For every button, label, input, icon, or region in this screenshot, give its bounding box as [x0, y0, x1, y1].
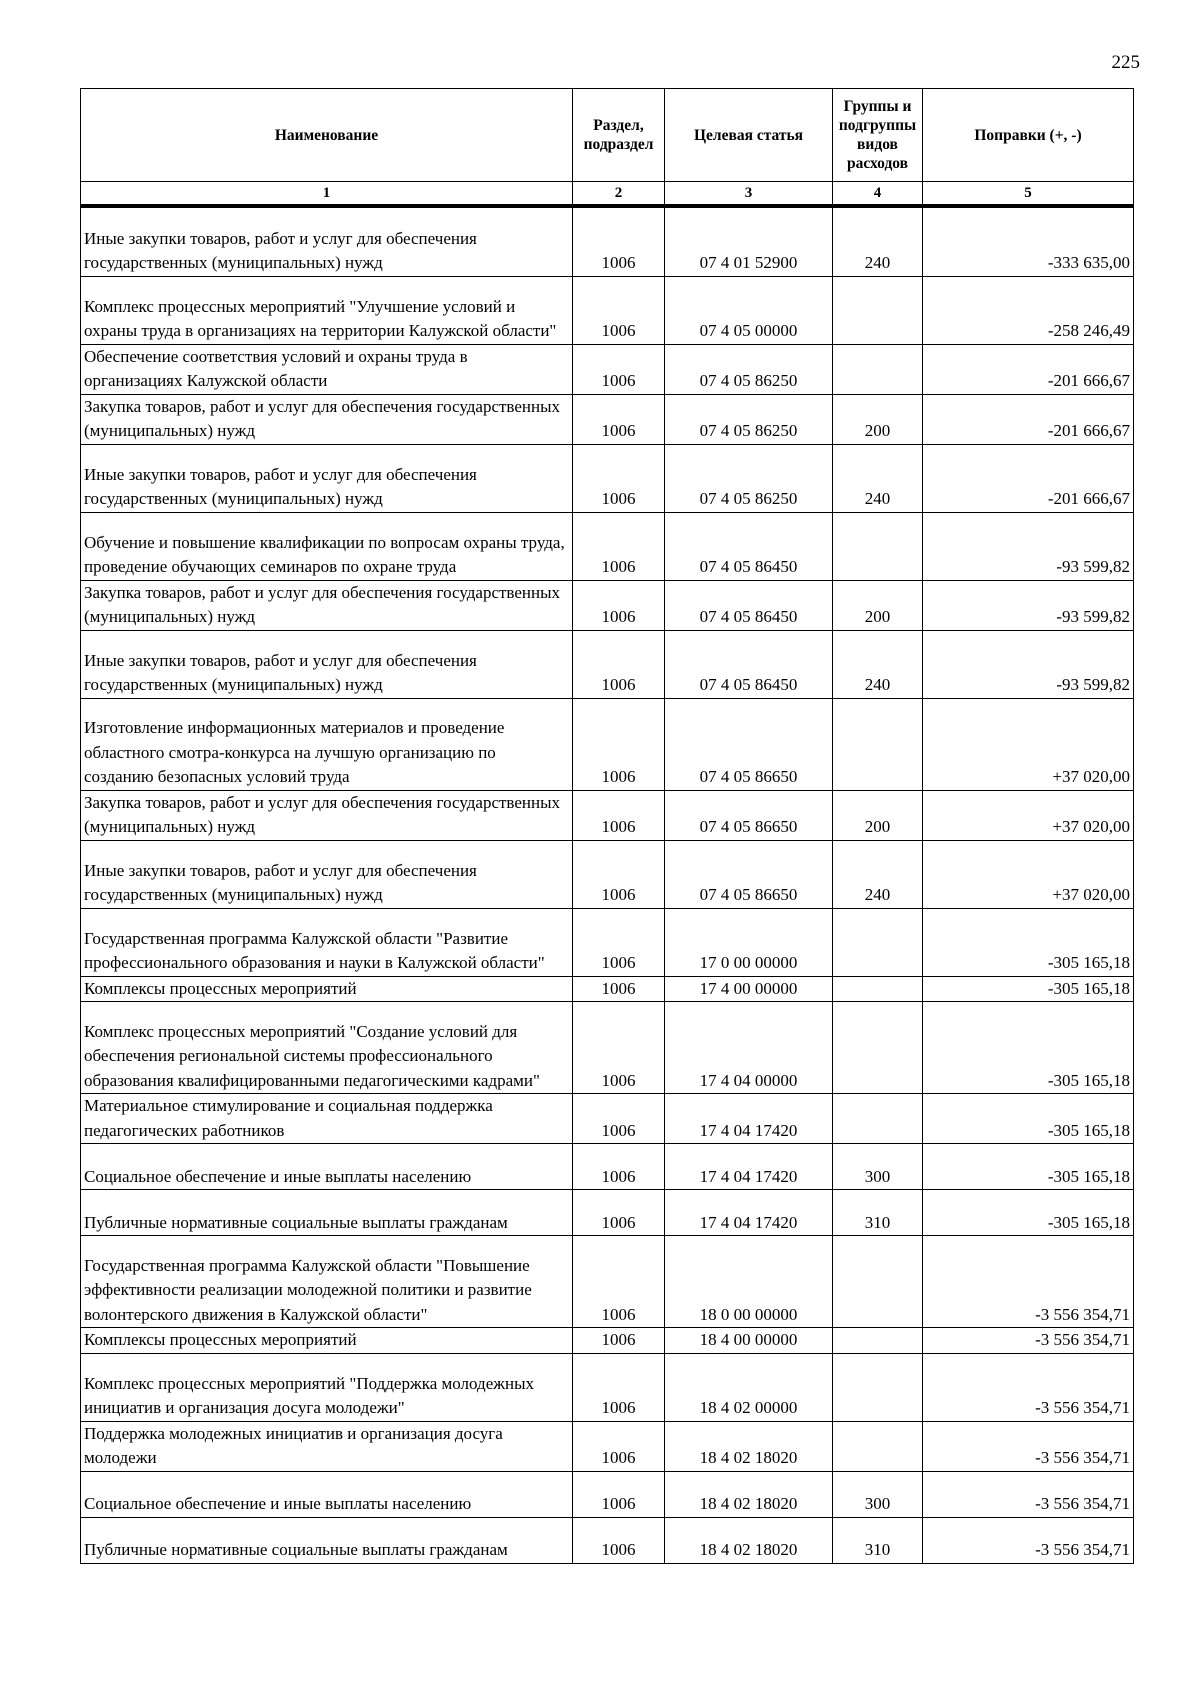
row-target: 07 4 05 86450 — [665, 580, 833, 630]
row-name: Закупка товаров, работ и услуг для обеспечения государственных (муниципальных) нужд — [81, 790, 573, 840]
row-amount: -258 246,49 — [923, 276, 1134, 344]
column-number: 4 — [833, 182, 923, 207]
table-row — [81, 1353, 1134, 1421]
row-amount: -3 556 354,71 — [923, 1236, 1134, 1328]
row-section: 1006 — [573, 444, 665, 512]
page-number: 225 — [1111, 52, 1140, 73]
row-target: 17 4 04 17420 — [665, 1190, 833, 1236]
row-name: Комплексы процессных мероприятий — [81, 1328, 573, 1354]
row-section: 1006 — [573, 1002, 665, 1094]
table-row — [81, 840, 1134, 908]
table-row — [81, 1471, 1134, 1517]
row-name: Государственная программа Калужской области "Повышение эффективности реализации молодежной политики и развитие волонтерского движения в Калужской области" — [81, 1236, 573, 1328]
table-row — [81, 512, 1134, 580]
row-amount: -3 556 354,71 — [923, 1517, 1134, 1563]
row-target: 07 4 05 86650 — [665, 698, 833, 790]
row-section: 1006 — [573, 394, 665, 444]
row-section: 1006 — [573, 276, 665, 344]
row-target: 07 4 05 86650 — [665, 840, 833, 908]
table-row — [81, 1190, 1134, 1236]
row-target: 17 4 00 00000 — [665, 976, 833, 1002]
row-name: Комплекс процессных мероприятий "Улучшение условий и охраны труда в организациях на территории Калужской области" — [81, 276, 573, 344]
row-name: Изготовление информационных материалов и проведение областного смотра-конкурса на лучшую организацию по созданию безопасных условий труда — [81, 698, 573, 790]
header-section: Раздел, подраздел — [573, 89, 665, 182]
row-name: Государственная программа Калужской области "Развитие профессионального образования и науки в Калужской области" — [81, 908, 573, 976]
table-row — [81, 344, 1134, 394]
row-group — [833, 1353, 923, 1421]
row-amount: +37 020,00 — [923, 790, 1134, 840]
row-name: Материальное стимулирование и социальная поддержка педагогических работников — [81, 1094, 573, 1144]
row-group — [833, 1094, 923, 1144]
table-row — [81, 276, 1134, 344]
table-row — [81, 976, 1134, 1002]
row-target: 07 4 05 86450 — [665, 512, 833, 580]
row-amount: -305 165,18 — [923, 1094, 1134, 1144]
row-section: 1006 — [573, 630, 665, 698]
row-amount: -201 666,67 — [923, 394, 1134, 444]
row-section: 1006 — [573, 580, 665, 630]
table-body — [81, 206, 1134, 1563]
table-row — [81, 206, 1134, 276]
row-group: 240 — [833, 444, 923, 512]
row-name: Публичные нормативные социальные выплаты гражданам — [81, 1190, 573, 1236]
row-section: 1006 — [573, 908, 665, 976]
row-name: Закупка товаров, работ и услуг для обеспечения государственных (муниципальных) нужд — [81, 394, 573, 444]
row-target: 17 0 00 00000 — [665, 908, 833, 976]
row-target: 07 4 05 86250 — [665, 344, 833, 394]
table-row — [81, 1002, 1134, 1094]
row-section: 1006 — [573, 512, 665, 580]
row-group: 240 — [833, 840, 923, 908]
table-row — [81, 394, 1134, 444]
row-target: 18 4 02 18020 — [665, 1421, 833, 1471]
row-amount: -305 165,18 — [923, 1144, 1134, 1190]
row-name: Иные закупки товаров, работ и услуг для обеспечения государственных (муниципальных) нужд — [81, 444, 573, 512]
row-group — [833, 1002, 923, 1094]
header-target: Целевая статья — [665, 89, 833, 182]
row-group: 300 — [833, 1144, 923, 1190]
header-amount: Поправки (+, -) — [923, 89, 1134, 182]
row-name: Комплекс процессных мероприятий "Поддержка молодежных инициатив и организация досуга молодежи" — [81, 1353, 573, 1421]
row-section: 1006 — [573, 840, 665, 908]
row-group — [833, 344, 923, 394]
table-row — [81, 630, 1134, 698]
row-section: 1006 — [573, 790, 665, 840]
table-row — [81, 908, 1134, 976]
row-section: 1006 — [573, 344, 665, 394]
row-name: Иные закупки товаров, работ и услуг для обеспечения государственных (муниципальных) нужд — [81, 840, 573, 908]
row-amount: +37 020,00 — [923, 840, 1134, 908]
table-row — [81, 790, 1134, 840]
row-amount: -305 165,18 — [923, 976, 1134, 1002]
row-group — [833, 1328, 923, 1354]
table-row — [81, 1236, 1134, 1328]
row-amount: -3 556 354,71 — [923, 1328, 1134, 1354]
row-group: 200 — [833, 790, 923, 840]
row-group — [833, 908, 923, 976]
column-number: 3 — [665, 182, 833, 207]
row-group — [833, 512, 923, 580]
row-group: 300 — [833, 1471, 923, 1517]
row-section: 1006 — [573, 1094, 665, 1144]
row-group — [833, 1236, 923, 1328]
row-amount: -93 599,82 — [923, 630, 1134, 698]
row-section: 1006 — [573, 1353, 665, 1421]
row-group: 200 — [833, 394, 923, 444]
row-section: 1006 — [573, 1236, 665, 1328]
row-target: 07 4 05 86450 — [665, 630, 833, 698]
row-name: Социальное обеспечение и иные выплаты населению — [81, 1471, 573, 1517]
table-row — [81, 580, 1134, 630]
row-target: 18 0 00 00000 — [665, 1236, 833, 1328]
table-row — [81, 1328, 1134, 1354]
row-section: 1006 — [573, 1144, 665, 1190]
row-section: 1006 — [573, 206, 665, 276]
row-amount: -305 165,18 — [923, 1002, 1134, 1094]
row-group — [833, 1421, 923, 1471]
row-target: 07 4 05 00000 — [665, 276, 833, 344]
table-row — [81, 1517, 1134, 1563]
row-name: Иные закупки товаров, работ и услуг для обеспечения государственных (муниципальных) нужд — [81, 206, 573, 276]
table-row — [81, 1421, 1134, 1471]
row-name: Комплексы процессных мероприятий — [81, 976, 573, 1002]
row-section: 1006 — [573, 1421, 665, 1471]
column-number: 2 — [573, 182, 665, 207]
row-amount: -3 556 354,71 — [923, 1471, 1134, 1517]
row-group — [833, 976, 923, 1002]
table-row — [81, 698, 1134, 790]
row-target: 07 4 05 86250 — [665, 394, 833, 444]
column-number: 5 — [923, 182, 1134, 207]
row-target: 17 4 04 17420 — [665, 1144, 833, 1190]
table-header-row — [81, 89, 1134, 182]
budget-amendments-table — [80, 88, 1134, 1564]
row-group: 200 — [833, 580, 923, 630]
column-number: 1 — [81, 182, 573, 207]
row-group: 240 — [833, 630, 923, 698]
header-groups: Группы и подгруппы видов расходов — [833, 89, 923, 182]
row-target: 18 4 02 18020 — [665, 1517, 833, 1563]
row-section: 1006 — [573, 1471, 665, 1517]
row-section: 1006 — [573, 1517, 665, 1563]
row-name: Социальное обеспечение и иные выплаты населению — [81, 1144, 573, 1190]
row-target: 18 4 02 18020 — [665, 1471, 833, 1517]
table-row — [81, 444, 1134, 512]
row-target: 17 4 04 17420 — [665, 1094, 833, 1144]
row-target: 18 4 02 00000 — [665, 1353, 833, 1421]
row-section: 1006 — [573, 1328, 665, 1354]
table-row — [81, 1144, 1134, 1190]
row-amount: -305 165,18 — [923, 1190, 1134, 1236]
row-target: 07 4 01 52900 — [665, 206, 833, 276]
row-section: 1006 — [573, 698, 665, 790]
row-target: 07 4 05 86250 — [665, 444, 833, 512]
row-name: Обеспечение соответствия условий и охраны труда в организациях Калужской области — [81, 344, 573, 394]
row-amount: -3 556 354,71 — [923, 1421, 1134, 1471]
row-group — [833, 276, 923, 344]
row-target: 07 4 05 86650 — [665, 790, 833, 840]
row-name: Комплекс процессных мероприятий "Создание условий для обеспечения региональной системы профессионального образования квалифицированными педагогическими кадрами" — [81, 1002, 573, 1094]
row-amount: +37 020,00 — [923, 698, 1134, 790]
row-name: Поддержка молодежных инициатив и организация досуга молодежи — [81, 1421, 573, 1471]
row-amount: -305 165,18 — [923, 908, 1134, 976]
row-name: Публичные нормативные социальные выплаты гражданам — [81, 1517, 573, 1563]
row-group: 310 — [833, 1190, 923, 1236]
row-amount: -93 599,82 — [923, 512, 1134, 580]
row-section: 1006 — [573, 976, 665, 1002]
row-group: 310 — [833, 1517, 923, 1563]
column-number-row — [81, 182, 1134, 207]
table-row — [81, 1094, 1134, 1144]
row-amount: -333 635,00 — [923, 206, 1134, 276]
row-amount: -201 666,67 — [923, 344, 1134, 394]
row-amount: -201 666,67 — [923, 444, 1134, 512]
row-amount: -3 556 354,71 — [923, 1353, 1134, 1421]
row-group — [833, 698, 923, 790]
header-name: Наименование — [81, 89, 573, 182]
row-section: 1006 — [573, 1190, 665, 1236]
row-amount: -93 599,82 — [923, 580, 1134, 630]
row-name: Обучение и повышение квалификации по вопросам охраны труда, проведение обучающих семинаров по охране труда — [81, 512, 573, 580]
row-name: Закупка товаров, работ и услуг для обеспечения государственных (муниципальных) нужд — [81, 580, 573, 630]
row-group: 240 — [833, 206, 923, 276]
row-target: 17 4 04 00000 — [665, 1002, 833, 1094]
row-target: 18 4 00 00000 — [665, 1328, 833, 1354]
row-name: Иные закупки товаров, работ и услуг для обеспечения государственных (муниципальных) нужд — [81, 630, 573, 698]
